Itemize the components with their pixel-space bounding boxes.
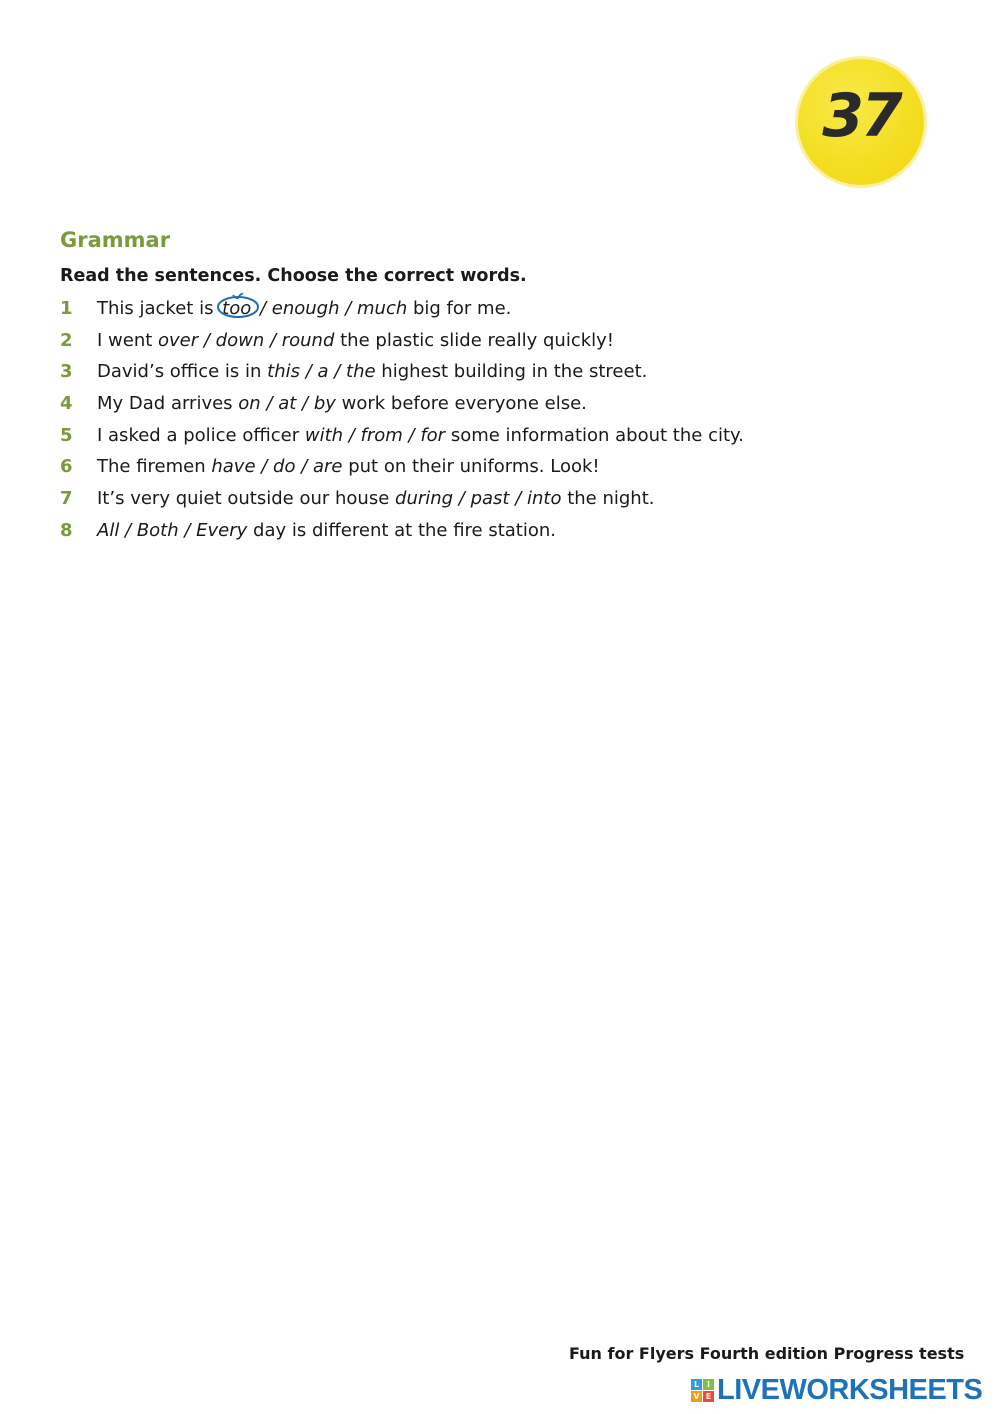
question-text-before: I went bbox=[97, 329, 159, 351]
answer-options[interactable]: this / a / the bbox=[267, 361, 376, 383]
question-text-after: highest building in the street. bbox=[375, 361, 648, 383]
question-4 bbox=[60, 391, 744, 423]
selected-option-too[interactable] bbox=[219, 296, 254, 322]
question-number: 8 bbox=[60, 519, 73, 541]
liveworksheets-grid-icon bbox=[691, 1379, 714, 1402]
question-text-before: The firemen bbox=[97, 456, 212, 478]
question-number: 3 bbox=[60, 361, 73, 383]
question-text-after: some information about the city. bbox=[445, 424, 744, 446]
question-number: 2 bbox=[60, 329, 73, 351]
option-text: too bbox=[222, 298, 252, 319]
question-text-before: It’s very quiet outside our house bbox=[97, 488, 396, 510]
question-text-after: work before everyone else. bbox=[335, 393, 587, 415]
question-number: 7 bbox=[60, 488, 73, 510]
question-text-after: the plastic slide really quickly! bbox=[334, 329, 615, 351]
question-6 bbox=[60, 454, 744, 486]
question-text-before: This jacket is bbox=[97, 298, 220, 319]
answer-options[interactable]: over / down / round bbox=[158, 329, 335, 351]
question-number: 6 bbox=[60, 456, 73, 478]
question-number: 4 bbox=[60, 393, 73, 415]
logo-letter: E bbox=[703, 1391, 714, 1402]
answer-options[interactable]: All / Both / Every bbox=[97, 519, 248, 541]
question-8 bbox=[60, 518, 744, 550]
logo-letter: L bbox=[691, 1379, 702, 1390]
answer-options[interactable]: / enough / much bbox=[254, 298, 408, 319]
question-5 bbox=[60, 423, 744, 455]
question-text-before: My Dad arrives bbox=[97, 393, 239, 415]
question-7 bbox=[60, 486, 744, 518]
question-number: 1 bbox=[60, 298, 73, 319]
question-text-before: I asked a police officer bbox=[97, 424, 305, 446]
question-number: 5 bbox=[60, 424, 73, 446]
logo-letter: I bbox=[703, 1379, 714, 1390]
question-2 bbox=[60, 328, 744, 360]
question-1 bbox=[60, 296, 744, 328]
test-number-badge bbox=[798, 59, 924, 185]
question-list bbox=[60, 296, 744, 550]
question-text-after: the night. bbox=[561, 488, 655, 510]
question-text-before: David’s office is in bbox=[97, 361, 268, 383]
answer-options[interactable]: with / from / for bbox=[304, 424, 446, 446]
instructions: Read the sentences. Choose the correct words. bbox=[60, 266, 527, 286]
question-text-after: big for me. bbox=[407, 298, 512, 319]
question-3 bbox=[60, 359, 744, 391]
logo-letter: V bbox=[691, 1391, 702, 1402]
test-number: 37 bbox=[822, 81, 900, 151]
book-title: Fun for Flyers Fourth edition Progress tests bbox=[569, 1344, 965, 1363]
liveworksheets-logo[interactable] bbox=[691, 1374, 982, 1407]
section-title: Grammar bbox=[60, 228, 171, 252]
answer-options[interactable]: on / at / by bbox=[238, 393, 336, 415]
question-text-after: put on their uniforms. Look! bbox=[342, 456, 600, 478]
answer-options[interactable]: during / past / into bbox=[395, 488, 562, 510]
question-text-after: day is different at the fire station. bbox=[247, 519, 557, 541]
brand-name: LIVEWORKSHEETS bbox=[717, 1374, 983, 1406]
answer-options[interactable]: have / do / are bbox=[211, 456, 343, 478]
